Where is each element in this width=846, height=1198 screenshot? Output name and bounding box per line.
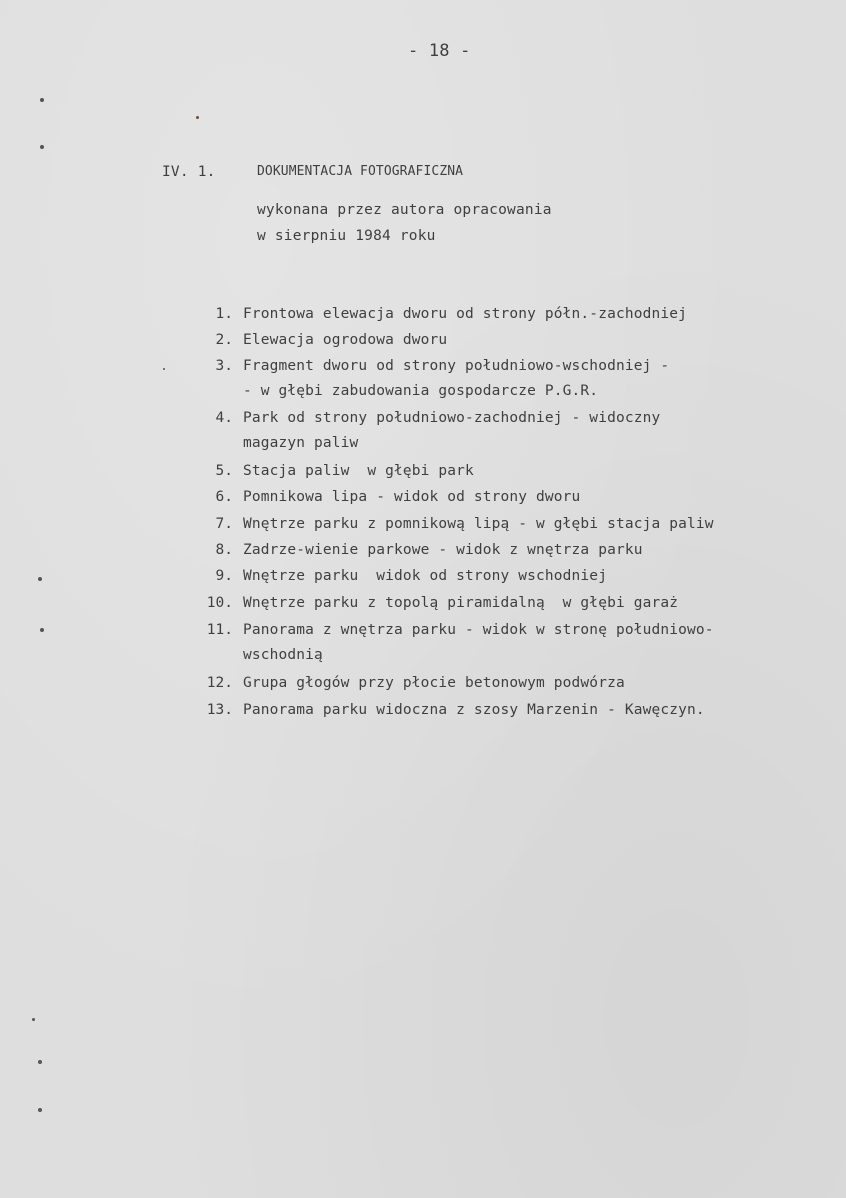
- paper-speck: [40, 98, 44, 102]
- paper-speck: [163, 368, 165, 370]
- list-item-text: - w głębi zabudowania gospodarcze P.G.R.: [243, 383, 599, 399]
- list-item-text: Panorama z wnętrza parku - widok w stronę południowo-: [243, 622, 714, 638]
- list-item-number: 8.: [215, 542, 233, 558]
- list-item-text: magazyn paliw: [243, 435, 359, 451]
- list-item-text: Pomnikowa lipa - widok od strony dworu: [243, 489, 581, 505]
- list-item-number: 6.: [215, 489, 233, 505]
- paper-speck: [40, 628, 44, 632]
- subtitle-line: w sierpniu 1984 roku: [257, 228, 436, 244]
- list-item-text: Park od strony południowo-zachodniej - widoczny: [243, 410, 661, 426]
- list-item-text: Zadrze-wienie parkowe - widok z wnętrza parku: [243, 542, 643, 558]
- paper-speck: [196, 116, 199, 119]
- list-item-number: 7.: [215, 516, 233, 532]
- paper-speck: [38, 577, 42, 581]
- section-title: DOKUMENTACJA FOTOGRAFICZNA: [257, 164, 464, 179]
- list-item-text: Elewacja ogrodowa dworu: [243, 332, 448, 348]
- list-item-number: 13.: [206, 702, 233, 718]
- list-item-number: 10.: [206, 595, 233, 611]
- list-item-text: Grupa głogów przy płocie betonowym podwórza: [243, 675, 625, 691]
- list-item-number: 11.: [206, 622, 233, 638]
- list-item-text: wschodnią: [243, 647, 323, 663]
- paper-speck: [38, 1108, 42, 1112]
- list-item-text: Fragment dworu od strony południowo-wschodniej -: [243, 358, 670, 374]
- paper-speck: [38, 1060, 42, 1064]
- section-number: IV. 1.: [162, 164, 216, 180]
- list-item-number: 12.: [206, 675, 233, 691]
- list-item-text: Wnętrze parku widok od strony wschodniej: [243, 568, 608, 584]
- list-item-text: Wnętrze parku z pomnikową lipą - w głębi stacja paliw: [243, 516, 714, 532]
- subtitle-line: wykonana przez autora opracowania: [257, 202, 552, 218]
- list-item-number: 5.: [215, 463, 233, 479]
- list-item-number: 9.: [215, 568, 233, 584]
- list-item-number: 3.: [215, 358, 233, 374]
- page-number: - 18 -: [408, 41, 471, 61]
- paper-speck: [40, 145, 44, 149]
- list-item-number: 4.: [215, 410, 233, 426]
- list-item-text: Wnętrze parku z topolą piramidalną w głębi garaż: [243, 595, 679, 611]
- list-item-number: 2.: [215, 332, 233, 348]
- paper-speck: [32, 1018, 35, 1021]
- list-item-number: 1.: [215, 306, 233, 322]
- list-item-text: Stacja paliw w głębi park: [243, 463, 474, 479]
- list-item-text: Panorama parku widoczna z szosy Marzenin - Kawęczyn.: [243, 702, 705, 718]
- list-item-text: Frontowa elewacja dworu od strony półn.-zachodniej: [243, 306, 687, 322]
